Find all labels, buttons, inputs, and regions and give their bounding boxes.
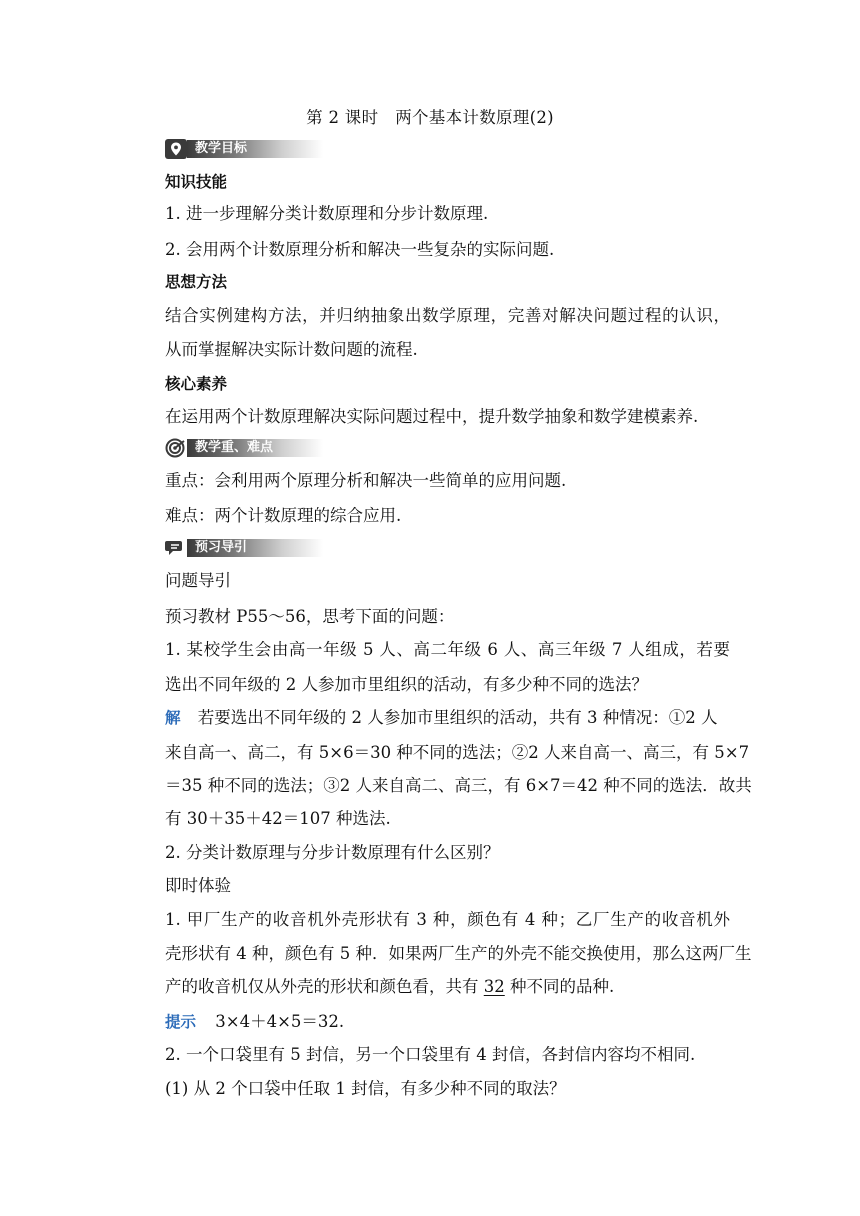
section-badge-preview	[165, 538, 325, 558]
hint-line	[165, 1012, 344, 1032]
objective-item: 1. 进一步理解分类计数原理和分步计数原理.	[165, 204, 489, 223]
lesson-title: 第 2 课时 两个基本计数原理(2)	[306, 108, 554, 127]
method-text: 从而掌握解决实际计数问题的流程.	[165, 340, 418, 359]
chat-bubble-icon	[165, 538, 187, 558]
practice-text: 壳形状有 4 种，颜色有 5 种．如果两厂生产的外壳不能交换使用，那么这两厂生	[165, 944, 752, 963]
target-icon	[165, 438, 187, 458]
practice-text-part: 产的收音机仅从外壳的形状和颜色看，共有	[165, 977, 484, 996]
difficulty-text: 难点：两个计数原理的综合应用.	[165, 506, 402, 525]
practice-text: 2. 一个口袋里有 5 封信，另一个口袋里有 4 封信，各封信内容均不相同.	[165, 1045, 696, 1064]
guide-intro: 预习教材 P55～56，思考下面的问题：	[165, 607, 455, 626]
heading-guide: 问题导引	[165, 571, 231, 590]
question-text: 2. 分类计数原理与分步计数原理有什么区别？	[165, 843, 500, 862]
solution-text: 来自高一、高二，有 5×6＝30 种不同的选法；②2 人来自高一、高三，有 5×7	[165, 743, 750, 762]
question-text: 1. 某校学生会由高一年级 5 人、高二年级 6 人、高三年级 7 人组成，若要	[165, 640, 730, 659]
heading-core: 核心素养	[165, 375, 228, 393]
hint-label: 提示	[165, 1013, 197, 1031]
solution-label: 解	[165, 709, 181, 727]
heading-practice: 即时体验	[165, 876, 231, 895]
core-text: 在运用两个计数原理解决实际问题过程中，提升数学抽象和数学建模素养.	[165, 407, 699, 426]
section-label: 教学目标	[195, 141, 248, 156]
solution-text: ＝35 种不同的选法；③2 人来自高二、高三，有 6×7＝42 种不同的选法．故共	[165, 776, 752, 795]
solution-text: 若要选出不同年级的 2 人参加市里组织的活动，共有 3 种情况：①2 人	[197, 708, 718, 727]
section-badge-objectives	[165, 139, 325, 159]
solution-text: 有 30＋35＋42＝107 种选法.	[165, 809, 391, 828]
heading-knowledge: 知识技能	[165, 173, 228, 191]
practice-text-part: 种不同的品种.	[504, 977, 615, 996]
practice-text: 1. 甲厂生产的收音机外壳形状有 3 种，颜色有 4 种；乙厂生产的收音机外	[165, 910, 730, 929]
answer-blank: 32	[483, 977, 505, 996]
heading-method: 思想方法	[165, 273, 228, 291]
focus-text: 重点：会利用两个原理分析和解决一些简单的应用问题.	[165, 471, 567, 490]
location-pin-icon	[165, 139, 187, 159]
section-label: 预习导引	[195, 540, 248, 555]
solution-line	[165, 708, 730, 728]
practice-text	[165, 977, 614, 997]
question-text: 选出不同年级的 2 人参加市里组织的活动，有多少种不同的选法？	[165, 675, 648, 694]
practice-text: (1) 从 2 个口袋中任取 1 封信，有多少种不同的取法？	[165, 1079, 566, 1098]
objective-item: 2. 会用两个计数原理分析和解决一些复杂的实际问题.	[165, 240, 555, 259]
section-badge-key-points	[165, 438, 325, 458]
hint-text: 3×4＋4×5＝32.	[215, 1012, 345, 1031]
section-label: 教学重、难点	[195, 440, 274, 455]
method-text: 结合实例建构方法，并归纳抽象出数学原理，完善对解决问题过程的认识，	[165, 306, 730, 325]
